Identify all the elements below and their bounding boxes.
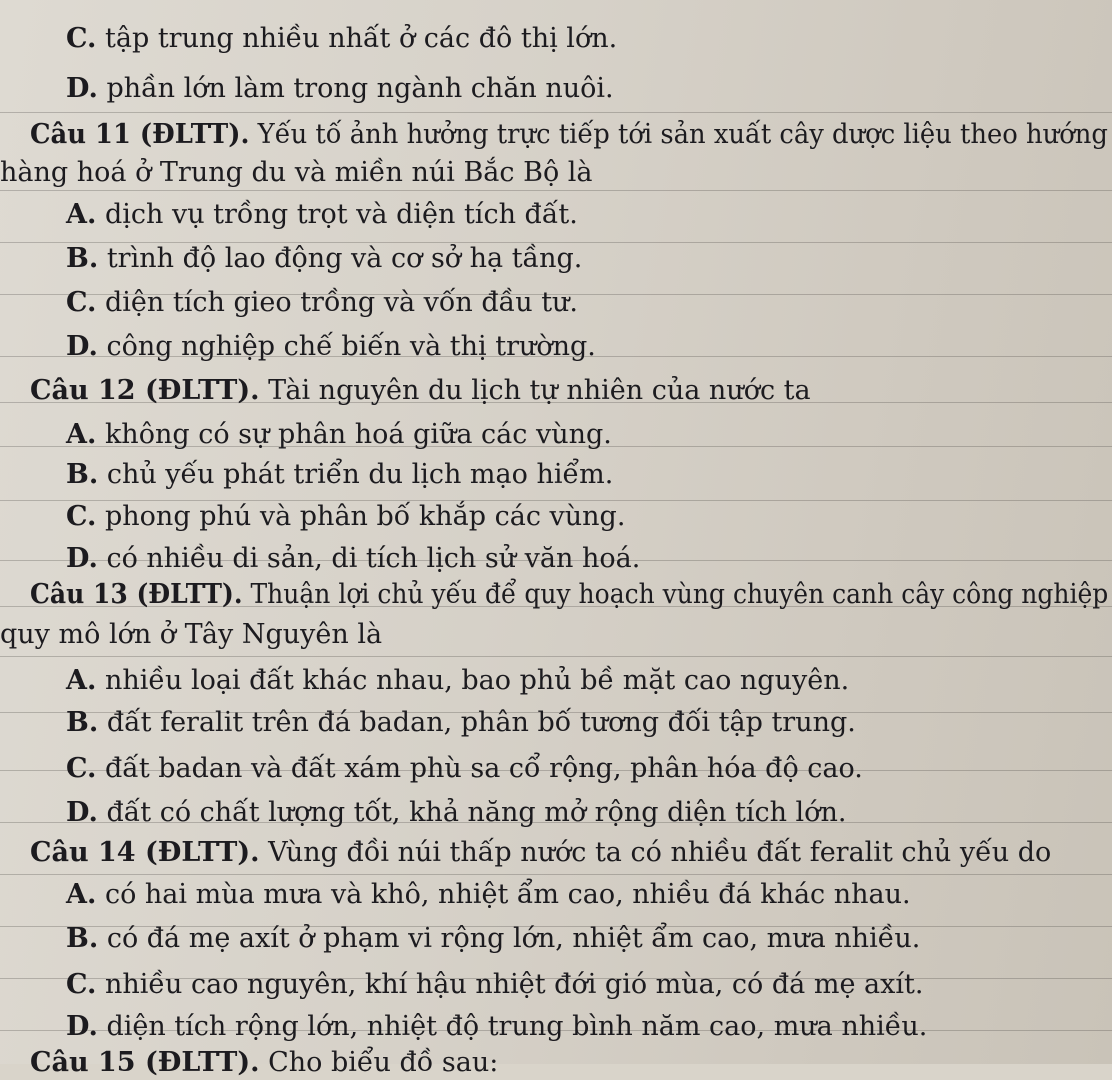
- option-letter: C.: [66, 501, 97, 532]
- line-text: hàng hoá ở Trung du và miền núi Bắc Bộ là: [0, 157, 593, 188]
- ruled-line: [0, 112, 1112, 113]
- line-text: phong phú và phân bố khắp các vùng.: [96, 501, 626, 532]
- line-text: đất có chất lượng tốt, khả năng mở rộng diện tích lớn.: [97, 797, 847, 828]
- line-text: có đá mẹ axít ở phạm vi rộng lớn, nhiệt ẩm cao, mưa nhiều.: [98, 923, 921, 954]
- answer-option: [66, 286, 578, 320]
- option-letter: B.: [66, 707, 99, 738]
- line-text: Vùng đồi núi thấp nước ta có nhiều đất feralit chủ yếu do: [259, 837, 1052, 868]
- line-text: đất badan và đất xám phù sa cổ rộng, phân hóa độ cao.: [96, 753, 863, 784]
- question-stem: [30, 374, 811, 408]
- option-letter: D.: [66, 543, 98, 574]
- option-letter: A.: [66, 665, 97, 696]
- answer-option: [66, 922, 920, 956]
- question-label: Câu 15 (ĐLTT).: [30, 1047, 260, 1078]
- option-letter: D.: [66, 1011, 98, 1042]
- answer-option: [66, 500, 625, 534]
- answer-option: [66, 22, 617, 56]
- line-text: có hai mùa mưa và khô, nhiệt ẩm cao, nhiều đá khác nhau.: [96, 879, 911, 910]
- line-text: đất feralit trên đá badan, phân bố tương đối tập trung.: [98, 707, 856, 738]
- line-text: nhiều cao nguyên, khí hậu nhiệt đới gió mùa, có đá mẹ axít.: [96, 969, 924, 1000]
- question-label: Câu 14 (ĐLTT).: [30, 837, 260, 868]
- answer-option: [66, 752, 863, 786]
- question-stem: [30, 1046, 498, 1080]
- line-text: Cho biểu đồ sau:: [259, 1047, 499, 1078]
- question-stem-continued: [0, 156, 593, 190]
- option-letter: D.: [66, 73, 98, 104]
- option-letter: A.: [66, 199, 97, 230]
- line-text: Yếu tố ảnh hưởng trực tiếp tới sản xuất cây dược liệu theo hướng: [249, 119, 1108, 150]
- line-text: công nghiệp chế biến và thị trường.: [97, 331, 596, 362]
- question-label: Câu 13 (ĐLTT).: [30, 579, 243, 610]
- answer-option: [66, 542, 640, 576]
- answer-option: [66, 198, 578, 232]
- ruled-line: [0, 190, 1112, 191]
- answer-option: [66, 878, 911, 912]
- line-text: không có sự phân hoá giữa các vùng.: [96, 419, 612, 450]
- option-letter: C.: [66, 287, 97, 318]
- answer-option: [66, 706, 856, 740]
- option-letter: B.: [66, 923, 99, 954]
- answer-option: [66, 72, 614, 106]
- line-text: có nhiều di sản, di tích lịch sử văn hoá.: [97, 543, 641, 574]
- line-text: trình độ lao động và cơ sở hạ tầng.: [98, 243, 583, 274]
- answer-option: [66, 664, 849, 698]
- question-stem: [30, 836, 1051, 870]
- option-letter: C.: [66, 753, 97, 784]
- option-letter: D.: [66, 331, 98, 362]
- line-text: tập trung nhiều nhất ở các đô thị lớn.: [96, 23, 618, 54]
- answer-option: [66, 418, 612, 452]
- answer-option: [66, 330, 596, 364]
- option-letter: A.: [66, 879, 97, 910]
- line-text: diện tích gieo trồng và vốn đầu tư.: [96, 287, 579, 318]
- option-letter: A.: [66, 419, 97, 450]
- line-text: diện tích rộng lớn, nhiệt độ trung bình năm cao, mưa nhiều.: [97, 1011, 928, 1042]
- option-letter: C.: [66, 23, 97, 54]
- question-stem-continued: [0, 618, 382, 652]
- line-text: Thuận lợi chủ yếu để quy hoạch vùng chuyên canh cây công nghiệp: [242, 579, 1109, 610]
- line-text: phần lớn làm trong ngành chăn nuôi.: [97, 73, 614, 104]
- ruled-line: [0, 656, 1112, 657]
- line-text: Tài nguyên du lịch tự nhiên của nước ta: [259, 375, 811, 406]
- line-text: chủ yếu phát triển du lịch mạo hiểm.: [98, 459, 614, 490]
- question-label: Câu 12 (ĐLTT).: [30, 375, 260, 406]
- answer-option: [66, 458, 613, 492]
- line-text: dịch vụ trồng trọt và diện tích đất.: [96, 199, 578, 230]
- question-label: Câu 11 (ĐLTT).: [30, 119, 250, 150]
- answer-option: [66, 968, 923, 1002]
- question-stem: [30, 118, 1108, 152]
- question-stem: [30, 578, 1108, 612]
- ruled-line: [0, 874, 1112, 875]
- option-letter: B.: [66, 459, 99, 490]
- option-letter: B.: [66, 243, 99, 274]
- answer-option: [66, 1010, 927, 1044]
- option-letter: C.: [66, 969, 97, 1000]
- line-text: quy mô lớn ở Tây Nguyên là: [0, 619, 383, 650]
- answer-option: [66, 242, 582, 276]
- option-letter: D.: [66, 797, 98, 828]
- answer-option: [66, 796, 846, 830]
- line-text: nhiều loại đất khác nhau, bao phủ bề mặt cao nguyên.: [96, 665, 850, 696]
